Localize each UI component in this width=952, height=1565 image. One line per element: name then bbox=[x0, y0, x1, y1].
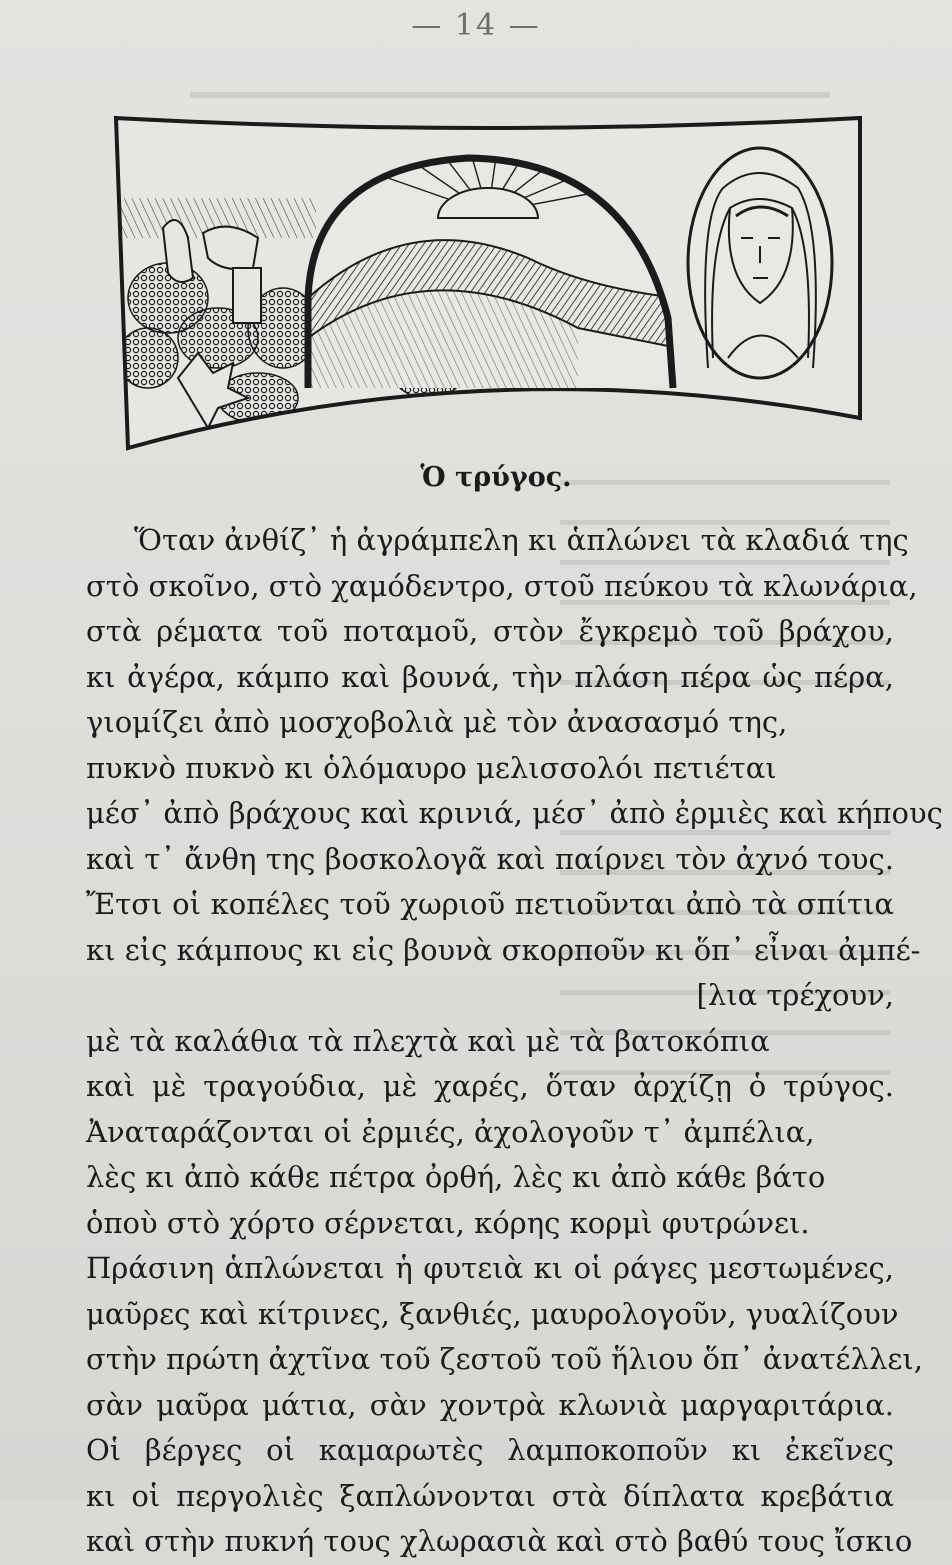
poem-line: μαῦρες καὶ κίτρινες, ξανθιές, μαυρολογοῦν, γυαλίζουν bbox=[86, 1296, 899, 1331]
poem-line: κι εἰς κάμπους κι εἰς βουνὰ σκορποῦν κι ὅπ᾿ εἶναι ἀμπέ- bbox=[86, 932, 921, 967]
poem-line: Ἀναταράζονται οἱ ἐρμιές, ἀχολογοῦν τ᾿ ἀμπέλια, bbox=[86, 1114, 815, 1149]
poem-line: Οἱ βέργες οἱ καμαρωτὲς λαμποκοποῦν κι ἐκεῖνες bbox=[86, 1433, 894, 1467]
poem-line: καὶ τ᾿ ἄνθη της βοσκολογᾶ καὶ παίρνει τὸν ἀχνό τους. bbox=[86, 841, 894, 876]
poem-line: γιομίζει ἀπὸ μοσχοβολιὰ μὲ τὸν ἀνασασμό της, bbox=[86, 705, 788, 739]
page-number: — 14 — bbox=[411, 8, 541, 43]
poem-line: καὶ στὴν πυκνή τους χλωρασιὰ καὶ στὸ βαθύ τους ἴσκιο bbox=[86, 1524, 913, 1558]
poem-title: Ὁ τρύγος. bbox=[420, 462, 572, 493]
poem-line: ὁποὺ στὸ χόρτο σέρνεται, κόρης κορμὶ φυτρώνει. bbox=[86, 1205, 810, 1240]
poem-line: Ὅταν ἀνθίζ᾿ ἡ ἀγράμπελη κι ἁπλώνει τὰ κλαδιά της bbox=[134, 523, 909, 557]
poem-line: κι ἀγέρα, κάμπο καὶ βουνά, τὴν πλάση πέρα ὡς πέρα, bbox=[86, 659, 894, 694]
poem-line: μὲ τὰ καλάθια τὰ πλεχτὰ καὶ μὲ τὰ βατοκόπια bbox=[86, 1023, 770, 1058]
poem-line-continuation: [λια τρέχουν, bbox=[696, 978, 894, 1012]
poem-body bbox=[86, 518, 943, 1565]
poem-line: μέσ᾿ ἀπὸ βράχους καὶ κρινιά, μέσ᾿ ἀπὸ ἐρμιὲς καὶ κήπους bbox=[86, 796, 943, 830]
poem-line: καὶ μὲ τραγούδια, μὲ χαρές, ὅταν ἀρχίζῃ ὁ τρύγος. bbox=[86, 1069, 894, 1103]
poem-line: πυκνὸ πυκνὸ κι ὁλόμαυρο μελισσολόι πετιέται bbox=[86, 750, 777, 785]
vineyard-harvest-vignette-icon bbox=[108, 98, 868, 458]
poem-line: Ἔτσι οἱ κοπέλες τοῦ χωριοῦ πετιοῦνται ἀπὸ τὰ σπίτια bbox=[86, 887, 894, 921]
poem-line: στὰ ρέματα τοῦ ποταμοῦ, στὸν ἔγκρεμὸ τοῦ βράχου, bbox=[86, 614, 894, 648]
poem-line: κι οἱ περγολιὲς ξαπλώνονται στὰ δίπλατα κρεβάτια bbox=[86, 1478, 894, 1513]
poem-line: σὰν μαῦρα μάτια, σὰν χοντρὰ κλωνιὰ μαργαριτάρια. bbox=[86, 1387, 894, 1422]
poem-line: στὴν πρώτη ἀχτῖνα τοῦ ζεστοῦ τοῦ ἥλιου ὅπ᾿ ἀνατέλλει, bbox=[86, 1342, 923, 1376]
poem-line: στὸ σκοῖνο, στὸ χαμόδεντρο, στοῦ πεύκου τὰ κλωνάρια, bbox=[86, 568, 918, 603]
poem-line: Πράσινη ἁπλώνεται ἡ φυτειὰ κι οἱ ράγες μεστωμένες, bbox=[86, 1251, 894, 1285]
poem-line: λὲς κι ἀπὸ κάθε πέτρα ὀρθή, λὲς κι ἀπὸ κάθε βάτο bbox=[86, 1160, 826, 1194]
